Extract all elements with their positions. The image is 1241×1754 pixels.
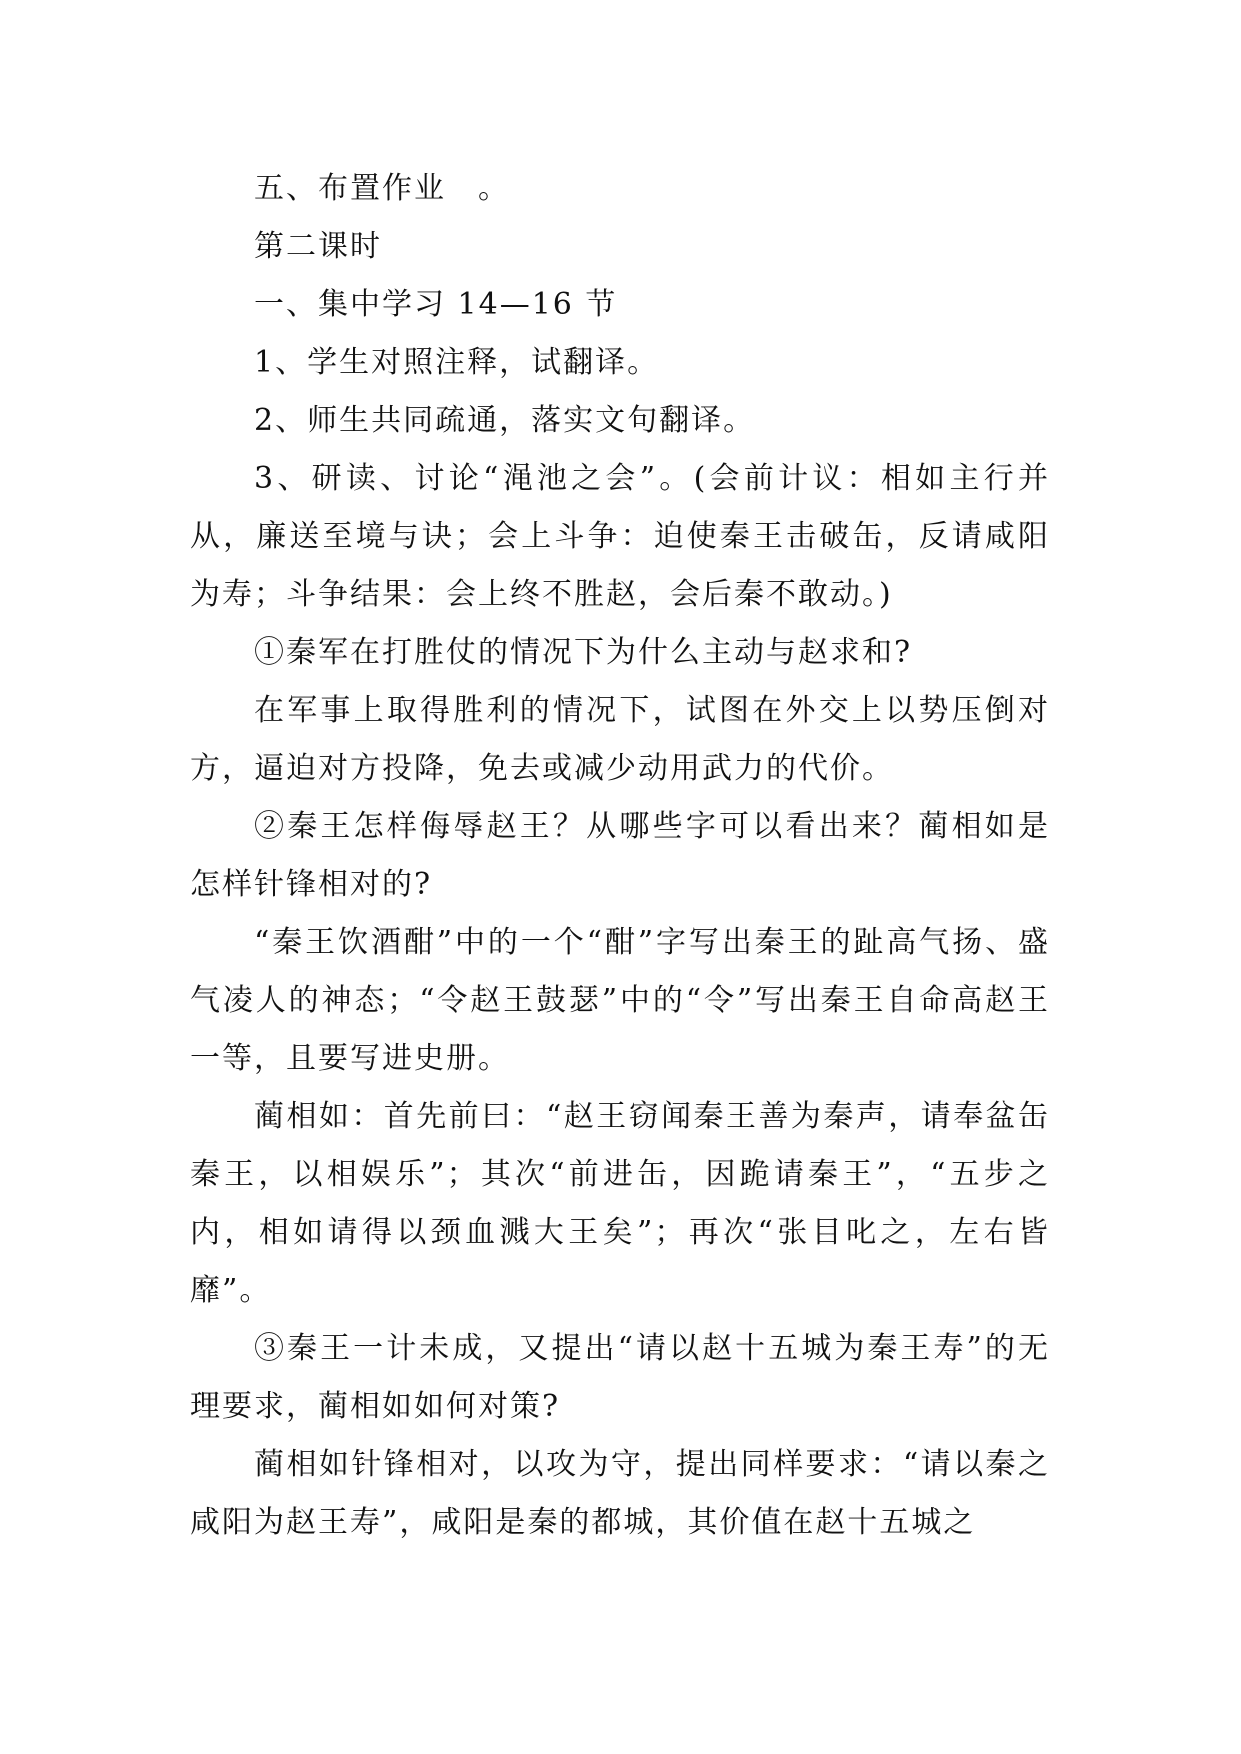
- assignment-heading: 五、布置作业 。: [254, 171, 510, 206]
- step-paragraph: 2、师生共同疏通，落实文句翻译。: [254, 403, 756, 438]
- answer-paragraph: 蔺相如针锋相对，以攻为守，提出同样要求：“请以秦之咸阳为赵王寿”，咸阳是秦的都城，其价值在赵十五城之: [190, 1447, 1050, 1540]
- question-paragraph: ①秦军在打胜仗的情况下为什么主动与赵求和?: [254, 635, 913, 670]
- second-lesson-heading: 第二课时: [254, 229, 382, 264]
- answer-paragraph: 蔺相如：首先前曰：“赵王窃闻秦王善为秦声，请奉盆缶秦王，以相娱乐”；其次“前进缶，因跪请秦王”，“五步之内，相如请得以颈血溅大王矣”；再次“张目叱之，左右皆靡”。: [190, 1099, 1050, 1308]
- section-heading: 一、集中学习 14—16 节: [254, 287, 618, 322]
- step-paragraph: 1、学生对照注释，试翻译。: [254, 345, 660, 380]
- question-paragraph: ③秦王一计未成，又提出“请以赵十五城为秦王寿”的无理要求，蔺相如如何对策?: [190, 1331, 1050, 1424]
- document-body: [190, 160, 1050, 1552]
- step-paragraph: 3、研读、讨论“渑池之会”。(会前计议：相如主行并从，廉送至境与诀；会上斗争：迫使秦王击破缶，反请咸阳为寿；斗争结果：会上终不胜赵，会后秦不敢动。): [190, 461, 1050, 612]
- answer-paragraph: 在军事上取得胜利的情况下，试图在外交上以势压倒对方，逼迫对方投降，免去或减少动用武力的代价。: [190, 693, 1050, 786]
- answer-paragraph: “秦王饮酒酣”中的一个“酣”字写出秦王的趾高气扬、盛气凌人的神态；“令赵王鼓瑟”中的“令”写出秦王自命高赵王一等，且要写进史册。: [190, 925, 1050, 1076]
- question-paragraph: ②秦王怎样侮辱赵王？从哪些字可以看出来？蔺相如是怎样针锋相对的?: [190, 809, 1050, 902]
